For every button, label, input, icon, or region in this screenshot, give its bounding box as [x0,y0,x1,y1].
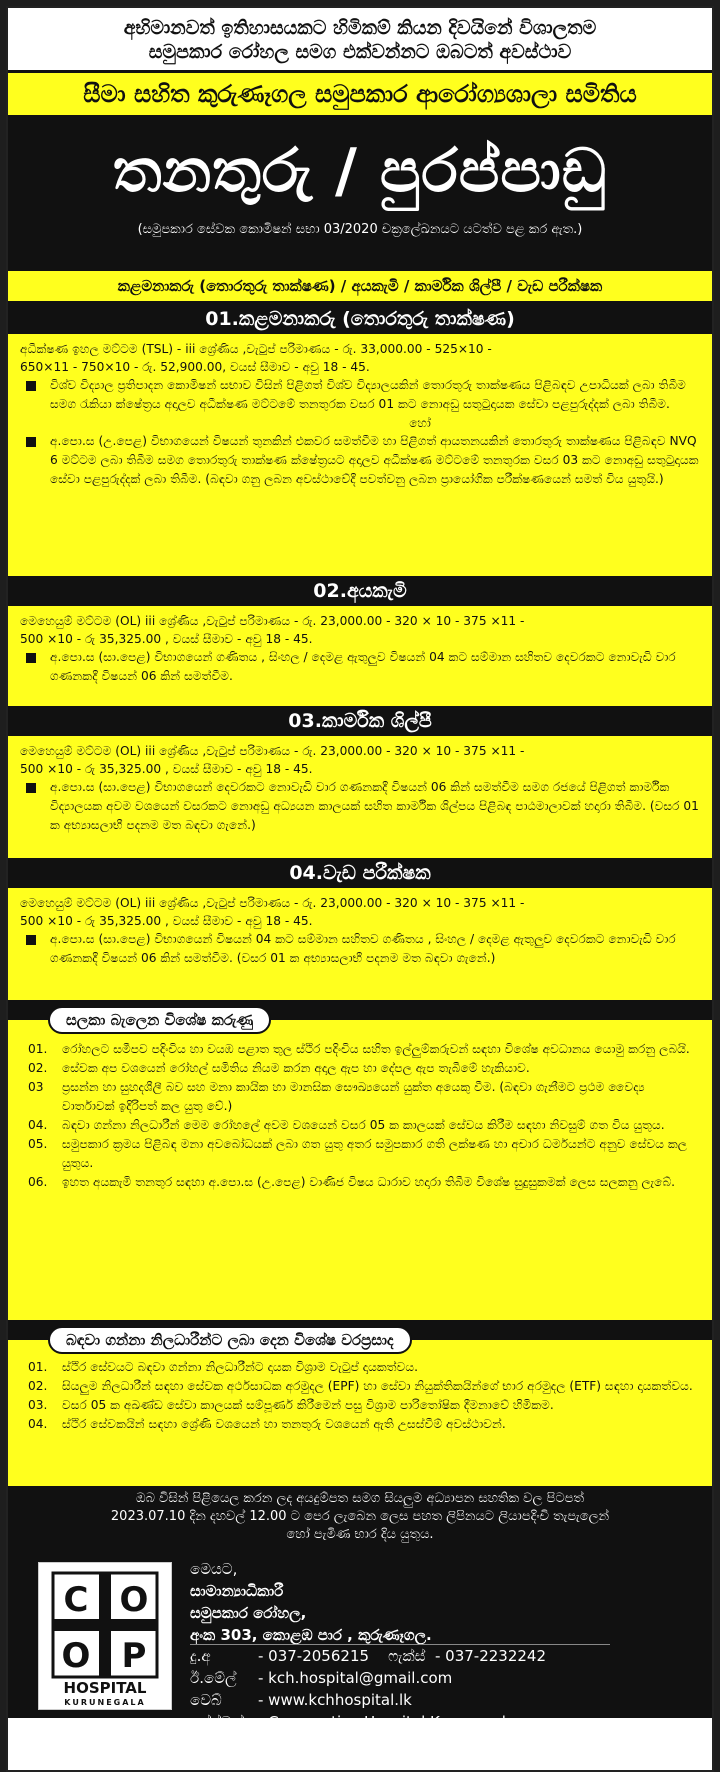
logo-hospital-text: HOSPITAL [63,1679,147,1697]
header-line-1: අභිමානවත් ඉතිහාසයකට හිමිකම් කියන දිවයිනේ විශාලතම [123,17,597,39]
section-3-body [8,736,712,858]
address-to: මෙයට, [190,1560,238,1578]
list-item: 05. සමුපකාර ක්‍රමය පිළිබඳ මනා අවබෝධයක් ලබා ගත යුතු අතර සමුපකාර ගති ලක්ෂණ හා අචාර ධර්මයන්ට අනුව සේවය කල යුතුය. [28,1137,688,1170]
email-address: - kch.hospital@gmail.com [258,1669,453,1687]
square-bullet-icon [26,653,36,663]
footer [8,1548,712,1731]
notes-heading: සලකා බැලෙන විශේෂ කරුණු [66,1011,254,1029]
salary-line: 500 ×10 - රු 35,325.00 , වයස් සීමාව - අවු 18 - 45. [20,914,313,928]
benefits-heading: බඳවා ගන්නා නිලධාරීන්ට ලබා දෙන විශේෂ වරප්‍රසාද [66,1331,394,1349]
fax-number: - 037-2232242 [434,1647,546,1665]
web-row [190,1689,610,1711]
list-item: 01. රෝහලට සමීපව පදිංචිය හා වයඹ පළාත තුල ස්ථිර පදිංචිය සහිත ඉල්ලුම්කරුවන් සඳහා විශේෂ අවධානය යොමු කරනු ලබයි. [28,1042,690,1056]
list-item: 04. බඳවා ගන්නා නිලධාරීන් මෙම රෝහලේ අවම වශයෙන් වසර 05 ක කාලයක් සේවය කිරීම සඳහා නිවසුම් ගත විය යුතුය. [28,1118,665,1132]
salary-line: 650×11 - 750×10 - රු. 52,900.00, වයස් සීමාව - අවු 18 - 45. [20,360,370,374]
list-item: 03 ප්‍රසන්න හා සුහදශීලී බව සහ මනා කායික හා මානසික සෞඛ්‍යයෙන් යුක්ත අයෙකු වීම. (බඳවා ගැනීමට ප්‍රථම වෛද්‍ය වාර්තාවක් ඉදිරිපත් කල යුතු වේ.) [28,1080,645,1113]
section-heading [8,576,712,606]
section-4-body [8,888,712,1000]
qualification-item: අ.පො.ස (සා.පෙළ) විභාගයෙන් විෂයන් 04 කට සම්මාන සහිතව ගණිතය , සිංහල / දෙමළ ඇතුලුව දෙවරකට නොවැඩි වාර ගණනකදී විෂයන් 06 කින් සමත්වීම. (වසර 01 ක අභ්‍යාසලාභී පදනම මත බඳවා ගැනේ.) [20,930,700,968]
email-row [190,1667,610,1689]
list-item: 03. වසර 05 ක අඛණ්ඩ සේවා කාලයක් සම්පූර්ණ කිරීමෙන් පසු විශ්‍රාම පාරිතෝෂික දීමනාවේ හිමිකම. [28,1398,554,1412]
or-text: හෝ [409,416,431,430]
square-bullet-icon [26,935,36,945]
notes-heading-pill [48,1006,271,1034]
special-notes-section [8,1000,712,1320]
qualification-item: විශ්ව විද්‍යාල ප්‍රතිපාදන කොමිෂන් සභාව විසින් පිළිගත් විශ්ව විද්‍යාලයකින් තොරතුරු තාක්ෂණය පිළිබඳව උපාධියක් ලබා තිබීම සමග රැකියා ක්ෂේත්‍රය අදාලව අධීක්ෂණ මට්ටමේ තනතුරක වසර 01 කට නොඅඩු සතුටුදායක සේවා පළපුරුද්දක් ලබා තිබීම. [20,376,700,414]
list-item: 04. ස්ථිර සේවකයින් සඳහා ශ්‍රේණි වශයෙන් හා තනතුරු වශයෙන් ඇති උසස්වීම් අවස්ථාවන්. [28,1417,506,1431]
list-item: 06. ඉහත අයකැමි තනතුර සඳහා අ.පො.ස (උ.පෙළ) වාණිජ විෂය ධාරාව හදාරා තිබීම විශේෂ සුදුසුකමක් ලෙස සලකනු ලැබේ. [28,1175,676,1189]
section-2-body [8,606,712,706]
phone-label: දු.අ [190,1647,211,1665]
salary-line: අධීක්ෂණ ඉහල මට්ටම (TSL) - iii ශ්‍රේණිය ,වැටුප් පරිමාණය - රු. 33,000.00 - 525×10 - [20,342,492,356]
logo-city-text: KURUNEGALA [64,1698,146,1707]
organization-name: සීමා සහිත කුරුණෑගල සමුපකාර ආරෝග්‍යශාලා සමිතිය [83,80,637,108]
coop-hospital-logo [38,1562,172,1710]
section-2-title: 02.අයකැමි [313,580,407,602]
logo-letter: P [121,1636,147,1676]
section-heading [8,706,712,736]
qualification-item: අ.පො.ස (සා.පෙළ) විභාගයෙන් ගණිතය , සිංහල / දෙමළ ඇතුලුව විෂයන් 04 කට සම්මාන සහිතව දෙවරකට නොවැඩි වාර ගණනකදී විෂයන් 06 කින් සමත්වීම. [20,648,700,686]
phone-fax-row [190,1645,610,1667]
header-tagline [8,8,712,70]
qualification-item: අ.පො.ස (උ.පෙළ) විභාගයෙන් විෂයන් තුනකින් එකවර සමත්වීම හා පිළිගත් ආයතනයකින් තොරතුරු තාක්ෂණය පිළිබඳව NVQ 6 මට්ටම ලබා තිබීම සමග තොරතුරු තාක්ෂණ ක්ෂේත්‍රයට අදාලව අධීක්ෂණ මට්ටමේ තනතුරක වසර 03 කට නොඅඩු සතුටුදායක සේවා පළපුරුද්දක් ලබා තිබීම. (බඳවා ගනු ලබන අවස්ථාවේදී පවත්වනු ලබන ප්‍රායෝගික පරීක්ෂණයෙන් සමත් විය යුතුයි.) [20,432,700,489]
title-block [8,118,712,268]
list-item: 01. ස්ථිර සේවයට බඳවා ගන්නා නිලධාරීන්ට දායක විශ්‍රාම වැටුප් දායකත්වය. [28,1360,419,1374]
phone-number: - 037-2056215 [258,1647,370,1665]
salary-line: මෙහෙයුම් මට්ටම (OL) iii ශ්‍රේණිය ,වැටුප් පරිමාණය - රු. 23,000.00 - 320 × 10 - 375 ×11 - [20,896,525,910]
notes-list [8,1020,712,1192]
qualification-item: අ.පො.ස (සා.පෙළ) විභාගයෙන් දෙවරකට නොවැඩි වාර ගණනකදී විෂයන් 06 කින් සමත්වීම සමග රජයේ පිළිගත් කාර්මික විද්‍යාලයක අවම වශයෙන් වසරකට නොඅඩු අධ්‍යයන කාලයක් සහිත කාර්මික ශිල්පය පිළිබඳ පාඨමාලාවක් හදාරා තිබීම. (වසර 01 ක අභ්‍යාසලාභී පදනම මත බඳවා ගැනේ.) [20,778,700,835]
deadline-line: හෝ පැමිණ භාර දිය යුතුය. [286,1527,434,1542]
list-item: 02. සියලුම නිලධාරීන් සඳහා සේවක අර්ථසාධක අරමුදල (EPF) හා සේවා නියුක්තිකයින්ගේ භාර අරමුදල (ETF) සඳහා දායකත්වය. [28,1379,693,1393]
facebook-row [190,1711,610,1733]
header-line-2: සමුපකාර රෝහල සමග එක්වන්නට ඔබටත් අවස්ථාව [148,41,572,63]
logo-letter: O [119,1580,149,1620]
web-address: - www.kchhospital.lk [258,1691,412,1709]
positions-list: කළමනාකරු (තොරතුරු තාක්ෂණ) / අයකැමි / කාර්මික ශිල්පී / වැඩ පරීක්ෂක [117,277,603,295]
benefits-section [8,1320,712,1486]
section-4-title: 04.වැඩ පරීක්ෂක [289,862,431,884]
email-label: ඊ.මේල් [190,1669,237,1687]
web-label: වෙබ් [190,1691,222,1709]
organization-bar [8,70,712,118]
salary-line: 500 ×10 - රු 35,325.00 , වයස් සීමාව - අවු 18 - 45. [20,762,313,776]
deadline-line: ඔබ විසින් පිළියෙල කරන ලද අයදුම්පත සමග සියලුම අධ්‍යාපන සහතික වල පිටපත් [135,1491,585,1506]
page-title: තනතුරු / පුරප්පාඩු [112,136,608,206]
address-line: සමුපකාර රෝහල, [190,1604,307,1622]
square-bullet-icon [26,783,36,793]
logo-letter: C [63,1580,89,1620]
page-subtitle: (සමුපකාර සේවක කොමිෂන් සභා 03/2020 චක්‍රලේඛනයට යටත්ව පළ කර ඇත.) [137,222,583,237]
section-1-title: 01.කළමනාකරු (තොරතුරු තාක්ෂණ) [205,308,515,330]
section-3-title: 03.කාර්මික ශිල්පී [288,710,432,732]
section-heading [8,858,712,888]
section-1-body [8,334,712,576]
facebook-page: - Cooperative Hospital Kurunegala [258,1713,516,1731]
square-bullet-icon [26,437,36,447]
deadline-line: 2023.07.10 දින දහවල් 12.00 ට පෙර ලැබෙන ලෙස පහත ලිපිනයට ලියාපදිංචි තැපැලෙන් [110,1509,610,1524]
positions-bar [8,268,712,304]
application-deadline [8,1486,712,1548]
address-line: අංක 303, කොළඹ පාර , කුරුණෑගල. [190,1626,432,1644]
logo-letter: O [61,1636,91,1676]
salary-line: මෙහෙයුම් මට්ටම (OL) iii ශ්‍රේණිය ,වැටුප් පරිමාණය - රු. 23,000.00 - 320 × 10 - 375 ×11 - [20,614,525,628]
benefits-list [8,1340,712,1434]
coop-logo-icon [39,1563,171,1709]
section-heading [8,304,712,334]
address-line: සාමාන්‍යාධිකාරී [190,1582,284,1600]
contact-details [190,1644,610,1733]
benefits-heading-pill [48,1326,412,1354]
salary-line: 500 ×10 - රු 35,325.00 , වයස් සීමාව - අවු 18 - 45. [20,632,313,646]
advertisement-frame [6,6,714,1772]
facebook-label: ෆේස්බුක් [190,1713,245,1731]
list-item: 02. සේවක අප වශයෙන් රෝහල් සමිතිය නියම කරන අදාල ඇප හා දේපල ඇප තැබීමේ හැකියාව. [28,1061,530,1075]
postal-address [190,1558,432,1646]
fax-label: ෆැක්ස් [388,1647,426,1665]
salary-line: මෙහෙයුම් මට්ටම (OL) iii ශ්‍රේණිය ,වැටුප් පරිමාණය - රු. 23,000.00 - 320 × 10 - 375 ×11 - [20,744,525,758]
square-bullet-icon [26,381,36,391]
